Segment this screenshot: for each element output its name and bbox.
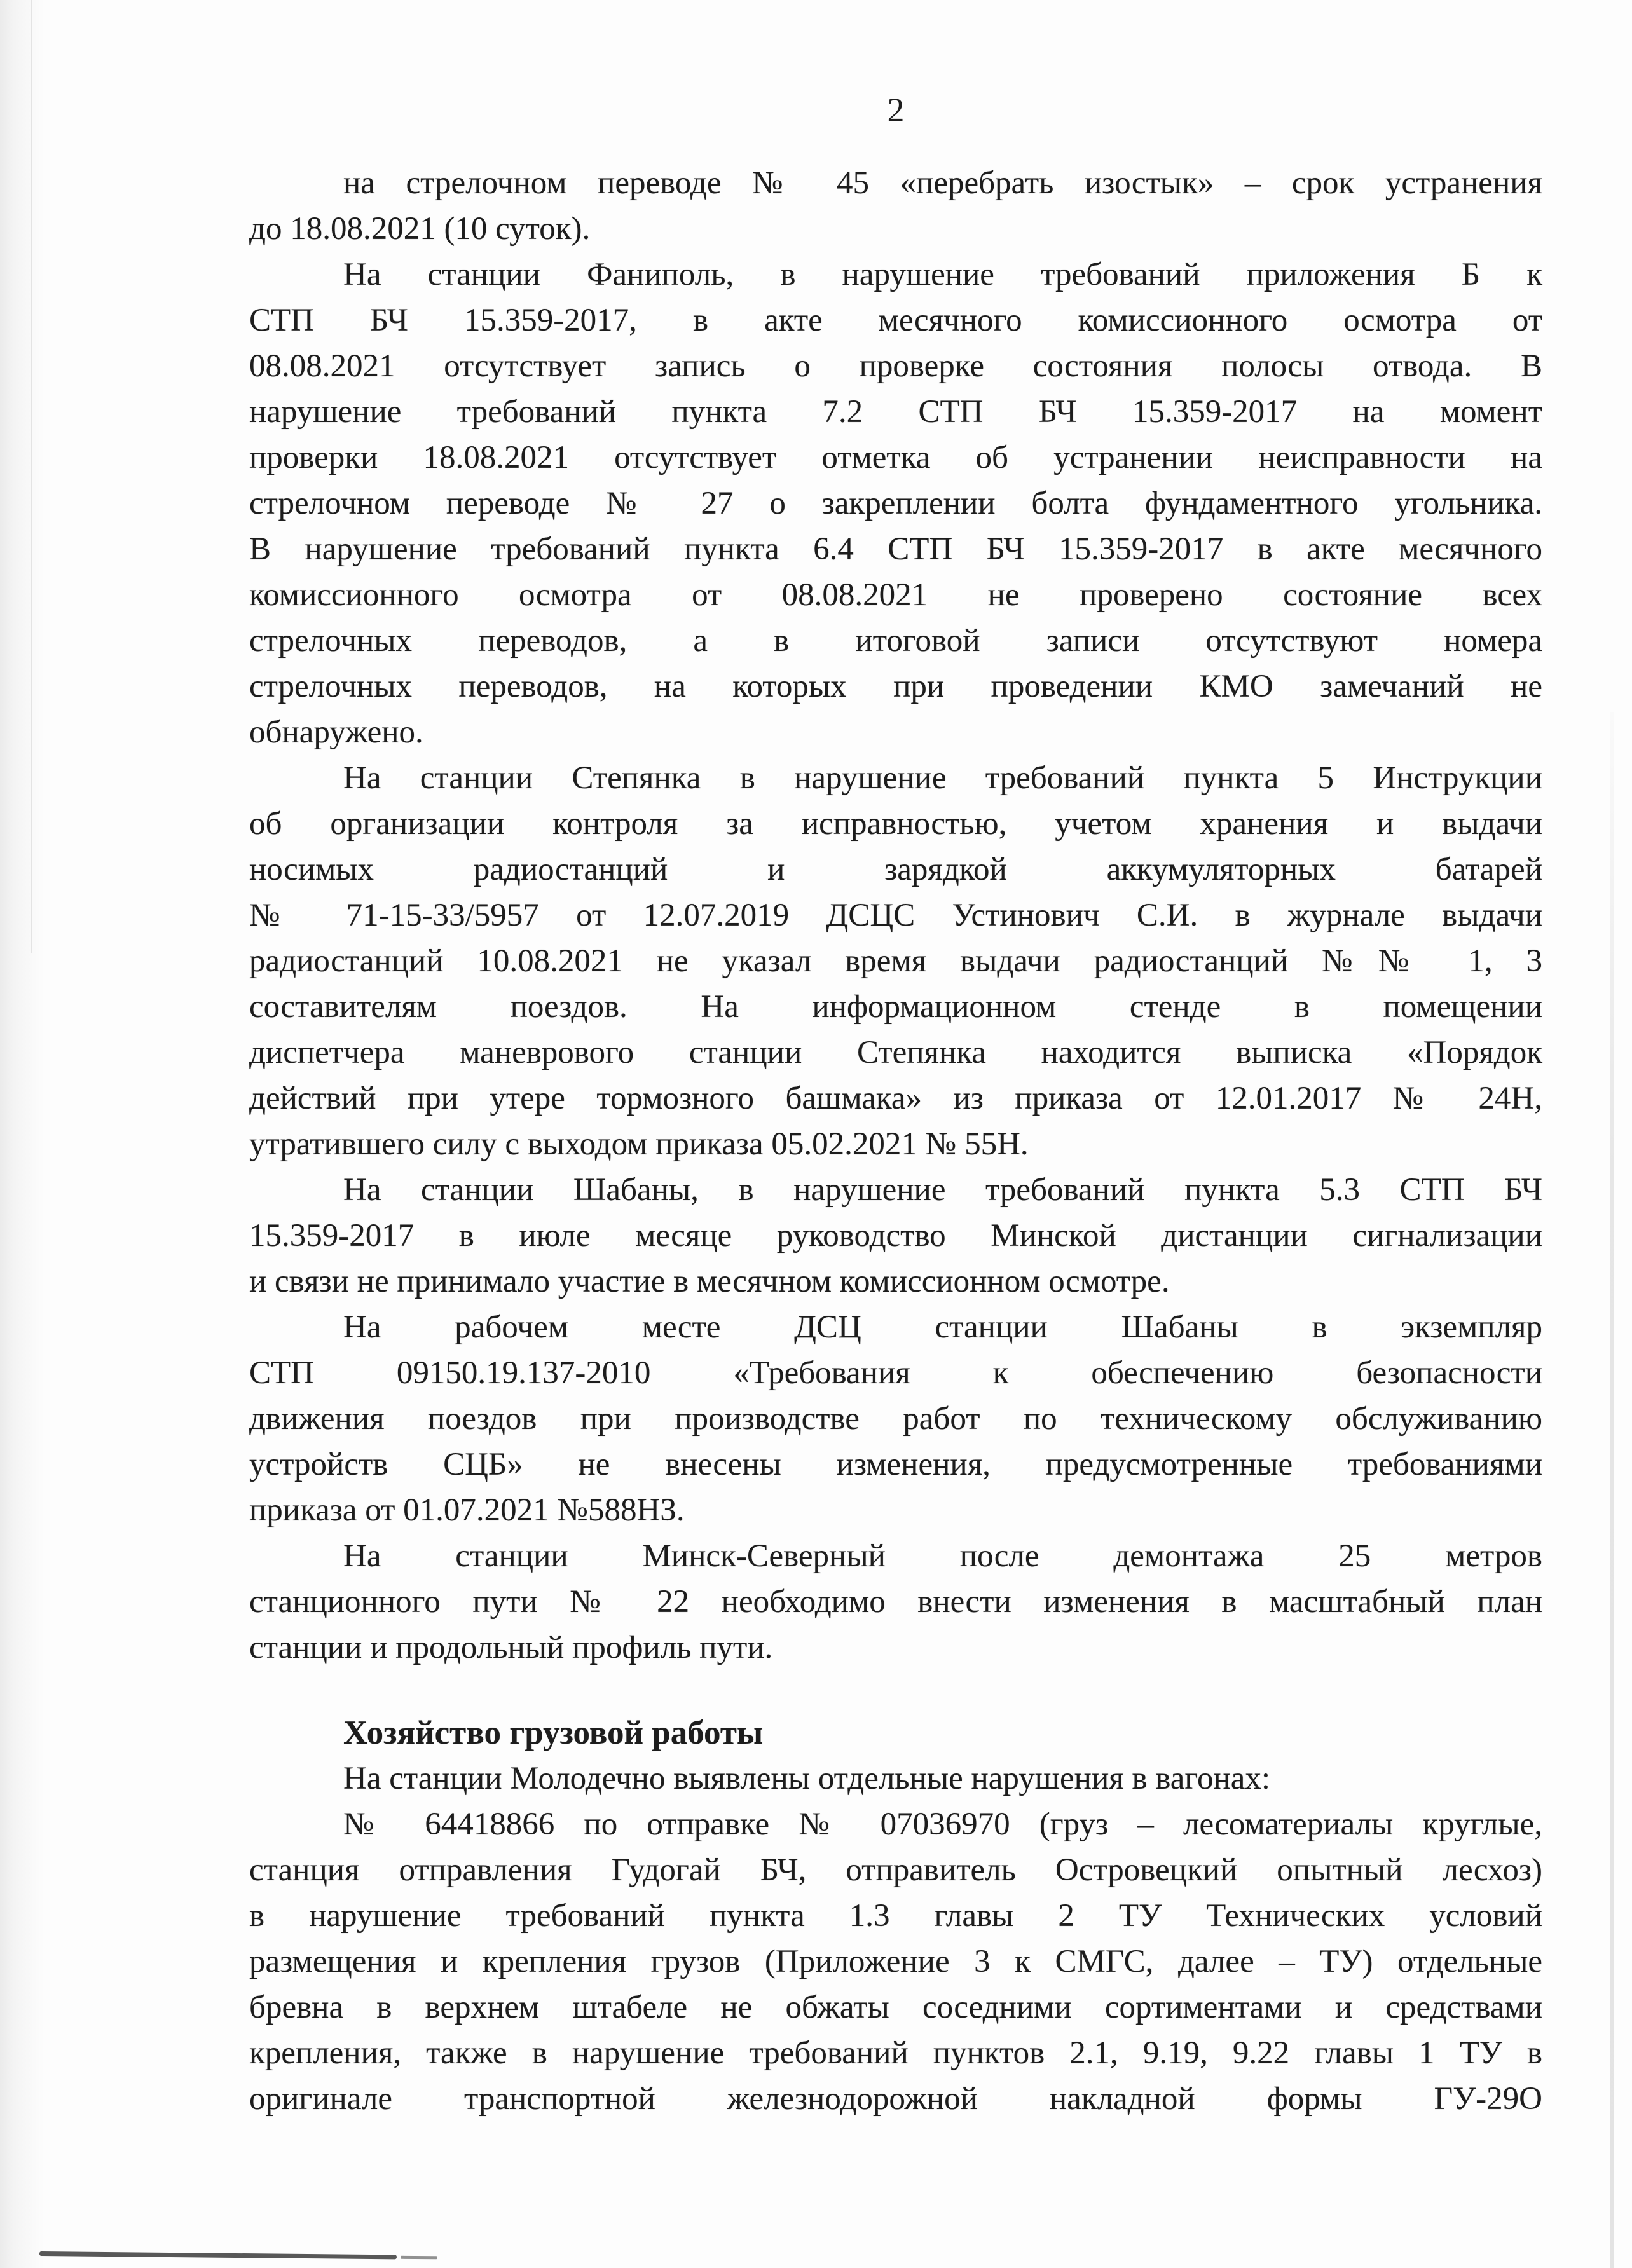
text-line: носимых радиостанций и зарядкой аккумуляторных батарей: [249, 852, 1542, 887]
text-line: № 64418866 по отправке № 07036970 (груз – лесоматериалы круглые,: [343, 1807, 1542, 1842]
text-line: бревна в верхнем штабеле не обжаты соседними сортиментами и средствами: [249, 1990, 1542, 2025]
text-line: В нарушение требований пункта 6.4 СТП БЧ 15.359-2017 в акте месячного: [249, 531, 1542, 567]
text-line: об организации контроля за исправностью, учетом хранения и выдачи: [249, 806, 1542, 842]
text-line: СТП 09150.19.137-2010 «Требования к обеспечению безопасности: [249, 1355, 1542, 1391]
scan-artifact-bottom-dash: [401, 2256, 437, 2259]
text-line: На рабочем месте ДСЦ станции Шабаны в экземпляр: [343, 1309, 1542, 1345]
text-line: проверки 18.08.2021 отсутствует отметка об устранении неисправности на: [249, 440, 1542, 475]
text-line: до 18.08.2021 (10 суток).: [249, 211, 591, 247]
text-line: станция отправления Гудогай БЧ, отправитель Островецкий опытный лесхоз): [249, 1852, 1542, 1888]
text-line: На станции Степянка в нарушение требований пункта 5 Инструкции: [343, 760, 1542, 796]
text-line: обнаружено.: [249, 714, 423, 750]
text-line: станционного пути № 22 необходимо внести изменения в масштабный план: [249, 1584, 1542, 1620]
text-line: оригинале транспортной железнодорожной накладной формы ГУ-29О: [249, 2081, 1542, 2117]
text-line: действий при утере тормозного башмака» из приказа от 12.01.2017 № 24Н,: [249, 1081, 1542, 1116]
text-line: На станции Шабаны, в нарушение требований пункта 5.3 СТП БЧ: [343, 1172, 1542, 1208]
text-line: и связи не принимало участие в месячном комиссионном осмотре.: [249, 1264, 1170, 1299]
text-line: радиостанций 10.08.2021 не указал время выдачи радиостанций №№ 1, 3: [249, 943, 1542, 979]
text-line: На станции Фаниполь, в нарушение требований приложения Б к: [343, 257, 1542, 292]
text-line: № 71-15-33/5957 от 12.07.2019 ДСЦС Устинович С.И. в журнале выдачи: [249, 898, 1542, 933]
text-line: приказа от 01.07.2021 №588НЗ.: [249, 1493, 685, 1528]
text-line: комиссионного осмотра от 08.08.2021 не проверено состояние всех: [249, 577, 1542, 613]
page-number: 2: [887, 91, 905, 129]
scan-edge-left-line: [31, 0, 32, 953]
text-line: составителям поездов. На информационном стенде в помещении: [249, 989, 1542, 1025]
text-line: в нарушение требований пункта 1.3 главы 2 ТУ Технических условий: [249, 1898, 1542, 1934]
text-line: движения поездов при производстве работ по техническому обслуживанию: [249, 1401, 1542, 1437]
text-line: станции и продольный профиль пути.: [249, 1630, 773, 1665]
text-line: на стрелочном переводе № 45 «перебрать изостык» – срок устранения: [343, 165, 1542, 201]
text-line: размещения и крепления грузов (Приложение 3 к СМГС, далее – ТУ) отдельные: [249, 1944, 1542, 1979]
text-line: диспетчера маневрового станции Степянка находится выписка «Порядок: [249, 1035, 1542, 1070]
text-line: утратившего силу с выходом приказа 05.02.2021 № 55Н.: [249, 1126, 1029, 1162]
scan-edge-left-shading: [0, 0, 45, 2268]
text-line: 15.359-2017 в июле месяце руководство Минской дистанции сигнализации: [249, 1218, 1542, 1254]
text-line: стрелочном переводе № 27 о закреплении болта фундаментного угольника.: [249, 486, 1542, 521]
text-line: стрелочных переводов, на которых при проведении КМО замечаний не: [249, 669, 1542, 704]
scan-artifact-bottom-line: [39, 2251, 397, 2259]
text-line: стрелочных переводов, а в итоговой записи отсутствуют номера: [249, 623, 1542, 659]
text-line: устройств СЦБ» не внесены изменения, предусмотренные требованиями: [249, 1447, 1542, 1482]
text-line: СТП БЧ 15.359-2017, в акте месячного комиссионного осмотра от: [249, 303, 1542, 338]
document-body: [249, 160, 1542, 2122]
text-line: 08.08.2021 отсутствует запись о проверке состояния полосы отвода. В: [249, 348, 1542, 384]
text-line: На станции Молодечно выявлены отдельные нарушения в вагонах:: [343, 1761, 1271, 1796]
section-heading: Хозяйство грузовой работы: [343, 1714, 764, 1751]
text-line: нарушение требований пункта 7.2 СТП БЧ 15.359-2017 на момент: [249, 394, 1542, 430]
text-line: На станции Минск-Северный после демонтажа 25 метров: [343, 1538, 1542, 1574]
text-line: крепления, также в нарушение требований пунктов 2.1, 9.19, 9.22 главы 1 ТУ в: [249, 2035, 1542, 2071]
scan-edge-right-line: [1610, 712, 1614, 2268]
